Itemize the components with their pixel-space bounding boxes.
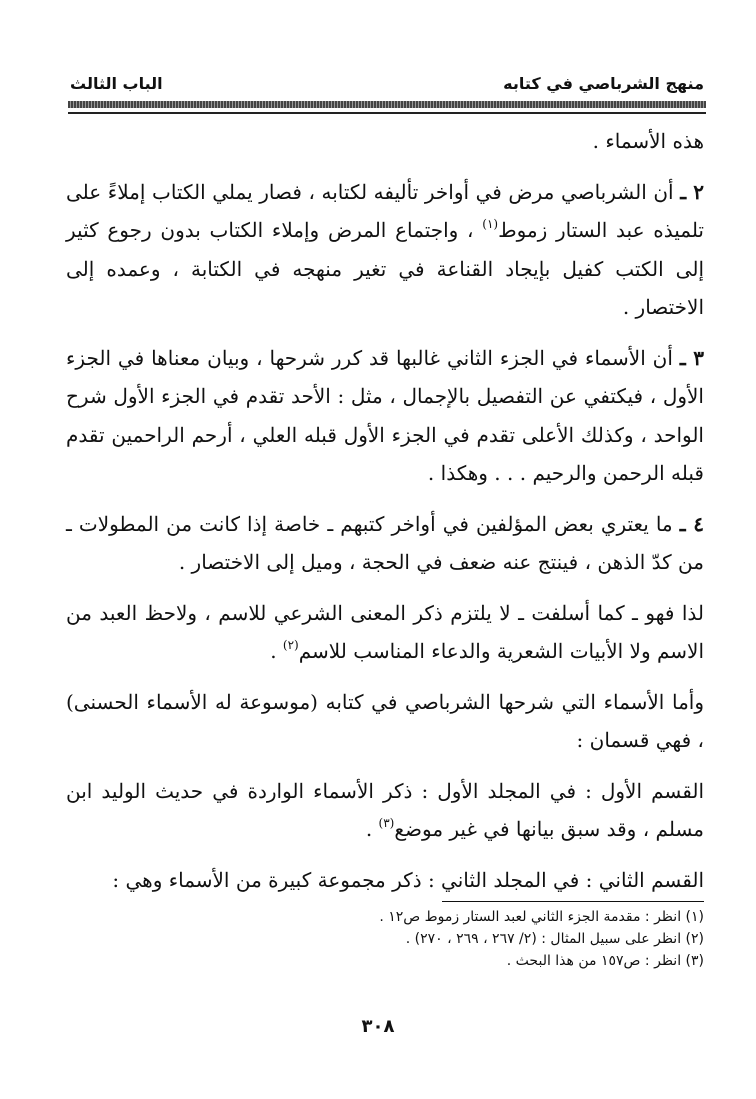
- footnote-ref-3[interactable]: (٣): [378, 816, 395, 830]
- part-2-paragraph: القسم الثاني : في المجلد الثاني : ذكر مجموعة كبيرة من الأسماء وهي :: [112, 867, 704, 892]
- item-number: ٤ ـ: [679, 511, 704, 536]
- names-paragraph: وأما الأسماء التي شرحها الشرباصي في كتابه (موسوعة له الأسماء الحسنى) ، فهي قسمان :: [66, 689, 704, 752]
- reason-item-2: [66, 173, 704, 327]
- header-chapter: الباب الثالث: [70, 74, 163, 93]
- footnotes: [90, 906, 704, 972]
- reason-item-4: [66, 505, 704, 582]
- item-number: ٣ ـ: [679, 345, 705, 370]
- header-book-title: منهج الشرباصي في كتابه: [503, 74, 704, 93]
- footnote-separator: [442, 901, 704, 902]
- footnote-ref-1[interactable]: (١): [482, 217, 499, 231]
- header-rule-thick: [68, 101, 706, 108]
- item-text: أن الأسماء في الجزء الثاني غالبها قد كرر شرحها ، وبيان معناها في الجزء الأول ، فيكتفي عن التفصيل بالإجمال ، مثل : الأحد تقدم في الجزء الأول شرح الواحد ، وكذلك الأعلى تقدم في الجزء الأول قبله العلي ، أرحم الراحمين تقدم قبله الرحمن والرحيم . . . وهكذا .: [66, 345, 704, 485]
- item-text: ما يعتري بعض المؤلفين في أواخر كتبهم ـ خاصة إذا كانت من المطولات ـ من كدّ الذهن ، فينتج عنه ضعف في الحجة ، وميل إلى الاختصار .: [66, 511, 704, 574]
- conclusion-text: لذا فهو ـ كما أسلفت ـ لا يلتزم ذكر المعنى الشرعي للاسم ، ولاحظ العبد من الاسم ولا الأبيات الشعرية والدعاء المناسب للاسم: [66, 600, 704, 663]
- part-1-paragraph: [66, 772, 704, 849]
- item-text-cont: ، واجتماع المرض وإملاء الكتاب بدون رجوع كثير إلى الكتب كفيل بإيجاد القناعة في تغير منهجه في الكتابة ، وعمده إلى الاختصار .: [66, 218, 704, 319]
- item-text: أن الشرباصي مرض في أواخر تأليفه لكتابه ، فصار يملي الكتاب إملاءً على تلميذه عبد الستار زموط: [66, 179, 705, 242]
- conclusion-end: .: [270, 639, 283, 663]
- item-number: ٢ ـ: [680, 179, 705, 204]
- reason-item-3: [66, 339, 704, 493]
- body-text: [66, 122, 704, 899]
- page-number: ٣٠٨: [361, 1016, 395, 1037]
- conclusion-paragraph: [66, 594, 704, 671]
- part-1-text: القسم الأول : في المجلد الأول : ذكر الأسماء الواردة في حديث الوليد ابن مسلم ، وقد سبق بيانها في غير موضع: [66, 778, 704, 841]
- header-rule-thin: [68, 112, 706, 114]
- running-header: [70, 74, 704, 98]
- footnote-2: (٢) انظر على سبيل المثال : (٢/ ٢٦٧ ، ٢٦٩ ، ٢٧٠) .: [405, 931, 704, 947]
- footnote-3: (٣) انظر : ص١٥٧ من هذا البحث .: [506, 953, 704, 969]
- intro-paragraph: هذه الأسماء .: [592, 129, 704, 153]
- part-1-end: .: [365, 817, 379, 841]
- footnote-1: (١) انظر : مقدمة الجزء الثاني لعبد الستار زموط ص١٢ .: [379, 909, 704, 925]
- footnote-ref-2[interactable]: (٢): [282, 638, 299, 652]
